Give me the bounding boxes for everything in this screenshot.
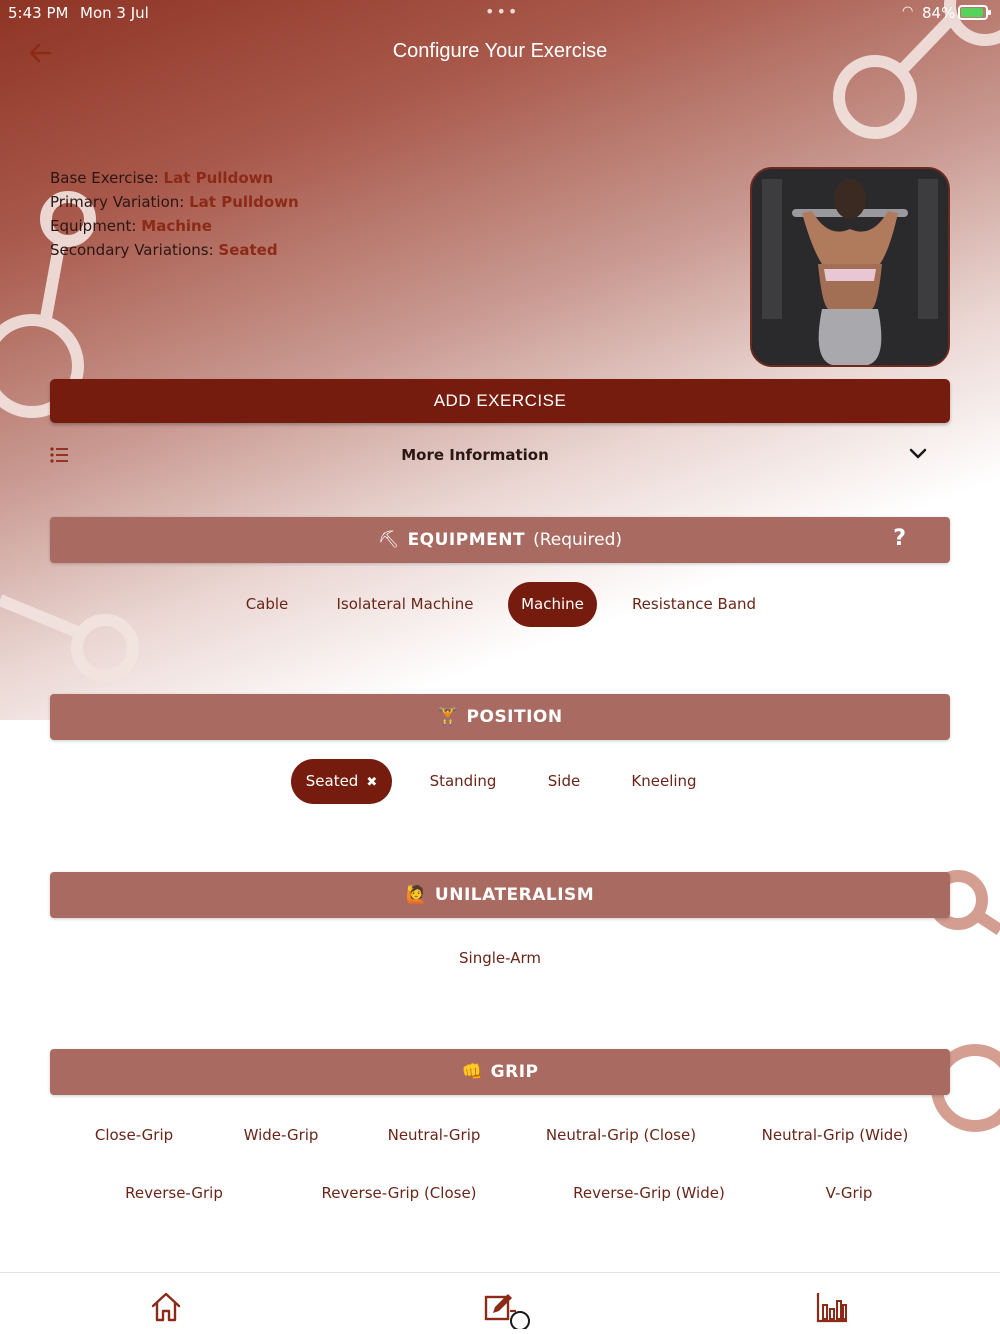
position-section-header <box>50 694 950 740</box>
multitasking-dots-icon[interactable]: ••• <box>485 2 520 21</box>
equipment-option-resistance-band[interactable]: Resistance Band <box>631 595 757 613</box>
tab-edit-exercise[interactable] <box>482 1289 518 1325</box>
grip-option-reverse-grip-wide[interactable]: Reverse-Grip (Wide) <box>573 1184 725 1202</box>
more-information-label: More Information <box>401 446 549 464</box>
grip-option-reverse-grip-close[interactable]: Reverse-Grip (Close) <box>321 1184 477 1202</box>
position-section-title: POSITION <box>466 707 563 727</box>
help-icon[interactable]: ? <box>893 526 906 551</box>
weightlifter-icon: 🏋 <box>437 707 459 727</box>
equipment-required-label: (Required) <box>533 530 623 550</box>
exercise-thumbnail <box>750 167 950 367</box>
grip-option-reverse-grip[interactable]: Reverse-Grip <box>125 1184 223 1202</box>
remove-icon[interactable]: ✖ <box>366 775 378 790</box>
primary-variation-value: Lat Pulldown <box>189 193 299 211</box>
tab-statistics[interactable] <box>814 1289 850 1325</box>
primary-variation-row <box>50 190 299 214</box>
pickaxe-icon: ⛏ <box>377 530 400 550</box>
equipment-section-title: EQUIPMENT <box>407 530 526 550</box>
equipment-option-cable[interactable]: Cable <box>245 595 289 613</box>
home-icon <box>148 1289 184 1325</box>
equipment-option-machine[interactable]: Machine <box>508 582 597 627</box>
position-option-standing[interactable]: Standing <box>429 772 497 790</box>
stats-chart-icon <box>814 1289 850 1325</box>
position-option-side[interactable]: Side <box>547 772 581 790</box>
status-bar <box>0 0 1000 26</box>
equipment-option-isolateral-machine[interactable]: Isolateral Machine <box>336 595 474 613</box>
grip-option-close-grip[interactable]: Close-Grip <box>94 1126 174 1144</box>
status-date: Mon 3 Jul <box>80 4 149 22</box>
grip-option-neutral-grip[interactable]: Neutral-Grip <box>387 1126 481 1144</box>
battery-icon <box>958 5 988 20</box>
lat-pulldown-photo-illustration <box>752 169 948 365</box>
unilateralism-section-header <box>50 872 950 918</box>
base-exercise-label: Base Exercise: <box>50 169 159 187</box>
wifi-icon: ◠ <box>902 4 914 19</box>
status-time: 5:43 PM <box>8 4 69 22</box>
unilateralism-section-title: UNILATERALISM <box>434 885 595 905</box>
equipment-row <box>50 214 299 238</box>
grip-section-header <box>50 1049 950 1095</box>
grip-option-wide-grip[interactable]: Wide-Grip <box>243 1126 319 1144</box>
primary-variation-label: Primary Variation: <box>50 193 185 211</box>
page-title: Configure Your Exercise <box>392 40 608 62</box>
secondary-variations-label: Secondary Variations: <box>50 241 214 259</box>
tab-bar <box>0 1272 1000 1334</box>
edit-exercise-icon <box>482 1289 534 1329</box>
secondary-variations-value: Seated <box>218 241 278 259</box>
raising-hand-icon: 🙋 <box>405 885 427 905</box>
unilateralism-option-single-arm[interactable]: Single-Arm <box>459 949 541 967</box>
tab-home[interactable] <box>148 1289 184 1325</box>
secondary-variations-row <box>50 238 299 262</box>
grip-option-neutral-grip-wide[interactable]: Neutral-Grip (Wide) <box>761 1126 909 1144</box>
position-option-kneeling[interactable]: Kneeling <box>631 772 697 790</box>
base-exercise-value: Lat Pulldown <box>163 169 274 187</box>
grip-option-v-grip[interactable]: V-Grip <box>825 1184 873 1202</box>
fist-icon: 👊 <box>461 1062 483 1082</box>
battery-percent: 84% <box>922 4 956 22</box>
more-information-toggle[interactable] <box>50 440 930 470</box>
add-exercise-button[interactable]: ADD EXERCISE <box>50 379 950 423</box>
exercise-summary <box>50 166 299 262</box>
equipment-value: Machine <box>141 217 212 235</box>
equipment-label: Equipment: <box>50 217 137 235</box>
base-exercise-row <box>50 166 299 190</box>
position-option-seated[interactable] <box>291 759 392 804</box>
grip-section-title: GRIP <box>490 1062 539 1082</box>
equipment-section-header <box>50 517 950 563</box>
position-option-seated-label: Seated <box>305 772 359 790</box>
chevron-down-icon <box>908 446 928 462</box>
grip-option-neutral-grip-close[interactable]: Neutral-Grip (Close) <box>545 1126 697 1144</box>
